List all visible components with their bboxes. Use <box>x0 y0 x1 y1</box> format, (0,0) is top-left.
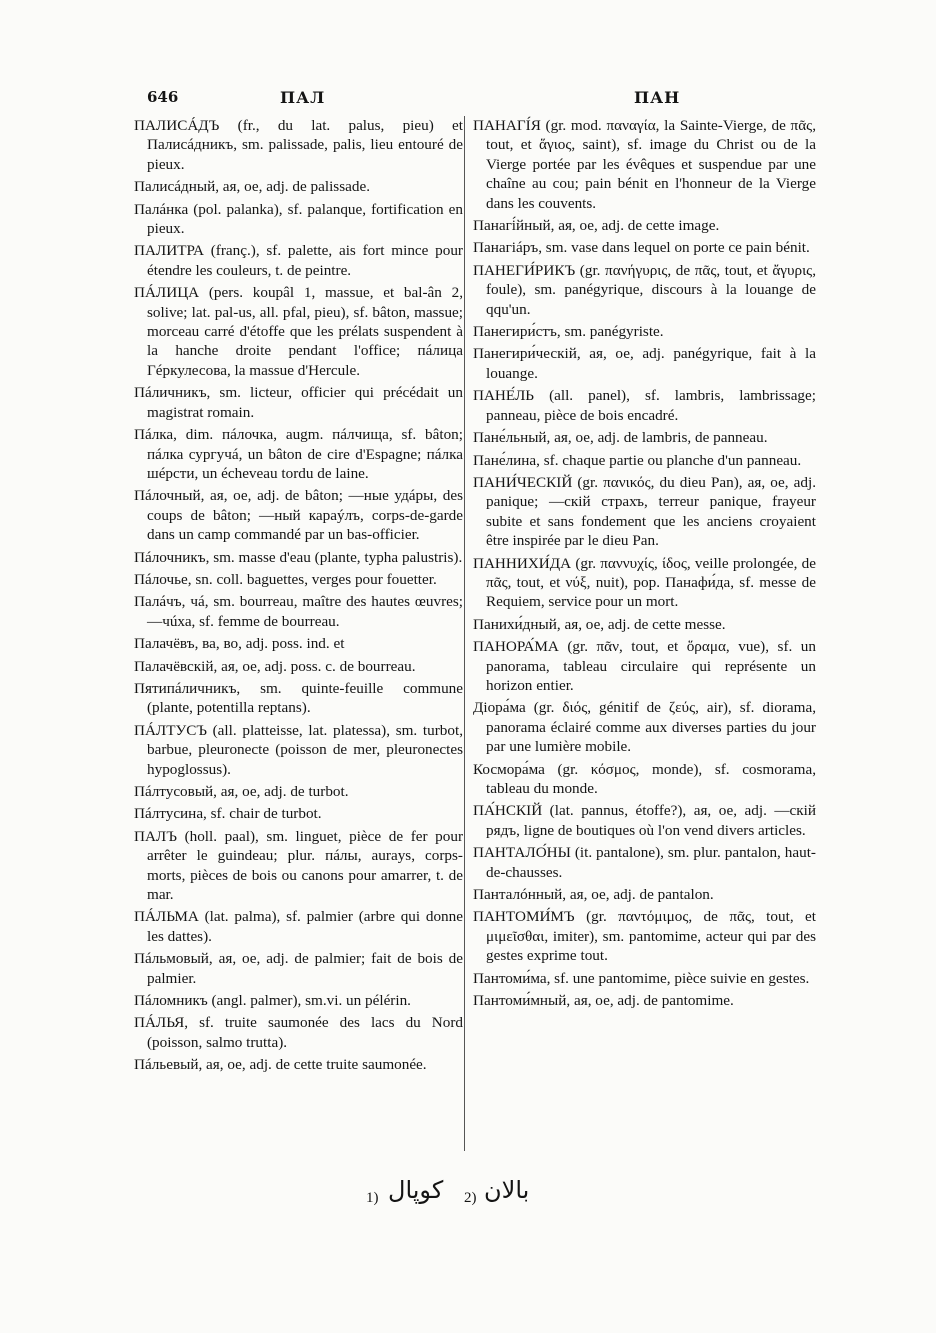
dictionary-entry: Палáнка (pol. palanka), sf. palanque, fortification en pieux. <box>134 200 463 238</box>
dictionary-entry: Палáчъ, чá, sm. bourreau, maître des hautes œuvres; —чúха, sf. femme de bourreau. <box>134 593 463 630</box>
dictionary-entry: ПАНОРА́МА (gr. πᾶν, tout, et ὅραμα, vue), sf. un panorama, tableau circulaire qui représente un horizon entier. <box>473 638 816 694</box>
dictionary-entry: Пятипáличникъ, sm. quinte-feuille commune (plante, potentilla reptans). <box>134 679 463 717</box>
dictionary-entry: Панегири́стъ, sm. panégyriste. <box>473 323 664 341</box>
dictionary-entry: ПÁЛИЦА (pers. koupâl 1, massue, et bal-ân 2, solive; lat. pal-us, all. pfal, pieu), sf. bâton, massue; morceau carré d'étoffe que les prélats suspendent à la hanche droite pendant l'office; пáлица Гéркулесова, la massue d'Hercule. <box>134 284 463 379</box>
left-running-head: ПАЛ <box>280 88 326 107</box>
dictionary-entry: ПÁЛТУСЪ (all. platteisse, lat. platessa), sm. turbot, barbue, pleuronecte (poisson de mer, pleuronectes hypoglossus). <box>134 721 463 778</box>
dictionary-entry: Пане́лина, sf. chaque partie ou planche d'un panneau. <box>473 451 802 469</box>
footnote-marker-2: 2) <box>464 1190 477 1206</box>
left-column <box>134 116 463 1078</box>
dictionary-entry: ПАЛИТРА (franç.), sf. palette, ais fort mince pour étendre les couleurs, t. de peintre. <box>134 242 463 279</box>
dictionary-entry: Пáлка, dim. пáлочка, augm. пáлчища, sf. bâton; пáлка сургучá, un bâton de cire d'Espagne; пáлка шéрсти, un écheveau tordu de laine. <box>134 426 463 482</box>
dictionary-entry: Пáлтусина, sf. chair de turbot. <box>134 805 322 823</box>
dictionary-entry: Панталóнный, ая, ое, adj. de pantalon. <box>473 886 714 904</box>
dictionary-entry: ПАННИХИ́ДА (gr. παννυχίς, ίδος, veille prolongée, de πᾶς, tout, et νύξ, nuit), pop. Панафи́да, sf. messe de Requiem, service pour un mort. <box>473 554 816 611</box>
dictionary-entry: Палисáдный, ая, ое, adj. de palissade. <box>134 178 370 196</box>
dictionary-entry: ПАЛЪ (holl. paal), sm. linguet, pièce de fer pour arrêter le guindeau; plur. пáлы, aurays, corps-morts, pièces de bois ou canons pour amarrer, t. de mar. <box>134 827 463 904</box>
right-running-head: ПАН <box>634 88 681 107</box>
dictionary-entry: ПАНИ́ЧЕСКІЙ (gr. πανικός, du dieu Pan), ая, ое, adj. panique; —скій страхъ, terreur panique, frayeur subite et sans fondement que les anciens croyaient être inspirée par le dieu Pan. <box>473 473 816 550</box>
dictionary-entry: Пáльевый, ая, ое, adj. de cette truite saumonée. <box>134 1056 427 1074</box>
page-header <box>0 88 936 114</box>
dictionary-entry: ПАНЕГИ́РИКЪ (gr. πανήγυρις, de πᾶς, tout, et ἄγυρις, foule), sm. panégyrique, discours à la louange de qqu'un. <box>473 261 816 318</box>
dictionary-entry: Палачёвъ, ва, во, adj. poss. ind. et <box>134 635 345 653</box>
dictionary-entry: Панегири́ческій, ая, ое, adj. panégyrique, fait à la louange. <box>473 345 816 382</box>
dictionary-entry: ПАНТАЛО́НЫ (it. pantalone), sm. plur. pantalon, haut-de-chausses. <box>473 844 816 881</box>
dictionary-entry: ПАНАГІ́Я (gr. mod. παναγία, la Sainte-Vierge, de πᾶς, tout, et ἅγιος, saint), sf. image du Christ ou de la Vierge portée par les évêques et suspendue par une chaîne au cou; pain bénit en l'honneur de la Vierge dans les couvents. <box>473 117 816 212</box>
dictionary-entry: Пáльмовый, ая, ое, adj. de palmier; fait de bois de palmier. <box>134 950 463 987</box>
dictionary-entry: ПАНТОМИ́МЪ (gr. παντόμιμος, de πᾶς, tout, et μιμεῖσθαι, imiter), sm. pantomime, acteur qui par des gestes exprime tout. <box>473 908 816 965</box>
dictionary-entry: Пáлочникъ, sm. masse d'eau (plante, typha palustris). <box>134 548 463 566</box>
dictionary-entry: Пантоми́мный, ая, ое, adj. de pantomime. <box>473 992 734 1010</box>
dictionary-entry: Панихи́дный, ая, ое, adj. de cette messe. <box>473 615 726 633</box>
dictionary-entry: Пáлтусовый, ая, ое, adj. de turbot. <box>134 783 349 800</box>
page-number: 646 <box>147 88 179 106</box>
dictionary-entry: Пантоми́ма, sf. une pantomime, pièce suivie en gestes. <box>473 969 810 987</box>
dictionary-entry: Космора́ма (gr. κόσμος, monde), sf. cosmorama, tableau du monde. <box>473 760 816 797</box>
dictionary-entry: ПА́НСКІЙ (lat. pannus, étoffe?), ая, ое, adj. —скій рядъ, ligne de boutiques où l'on vend divers articles. <box>473 802 816 839</box>
dictionary-entry: ПÁЛЬМА (lat. palma), sf. palmier (arbre qui donne les dattes). <box>134 908 463 945</box>
footnotes <box>366 1176 586 1216</box>
dictionary-entry: Пáличникъ, sm. licteur, officier qui précédait un magistrat romain. <box>134 384 463 421</box>
dictionary-entry: Палачёвскій, ая, ое, adj. poss. c. de bourreau. <box>134 657 416 675</box>
dictionary-entry: Пане́льный, ая, ое, adj. de lambris, de panneau. <box>473 429 768 447</box>
dictionary-entry: Пáлочье, sn. coll. baguettes, verges pour fouetter. <box>134 570 437 588</box>
dictionary-entry: Пáлочный, ая, ое, adj. de bâton; —ные удáры, des coups de bâton; —ный караýлъ, corps-de-garde dans un camp commandé par un bas-officier. <box>134 487 463 544</box>
footnote-arabic-2: بالان <box>484 1176 530 1204</box>
dictionary-entry: Діора́ма (gr. διός, génitif de ζεύς, air), sf. diorama, panorama éclairé comme aux diverses parties du jour par une lumière mobile. <box>473 699 816 756</box>
dictionary-entry: ПÁЛЬЯ, sf. truite saumonée des lacs du Nord (poisson, salmo trutta). <box>134 1014 463 1051</box>
footnote-marker-1: 1) <box>366 1190 379 1206</box>
footnote-arabic-1: كوپال <box>388 1176 444 1204</box>
dictionary-entry: Панагiáръ, sm. vase dans lequel on porte ce pain bénit. <box>473 239 810 257</box>
dictionary-entry: ПАНЕ́ЛЬ (all. panel), sf. lambris, lambrissage; panneau, pièce de bois encadré. <box>473 387 816 424</box>
dictionary-entry: Пáломникъ (angl. palmer), sm.vi. un pélérin. <box>134 992 411 1010</box>
column-divider <box>464 116 465 1151</box>
right-column <box>473 116 816 1013</box>
dictionary-entry: Панагі́йный, ая, ое, adj. de cette image. <box>473 217 720 235</box>
dictionary-entry: ПАЛИСÁДЪ (fr., du lat. palus, pieu) et Палисáдникъ, sm. palissade, palis, lieu entouré de pieux. <box>134 117 463 173</box>
